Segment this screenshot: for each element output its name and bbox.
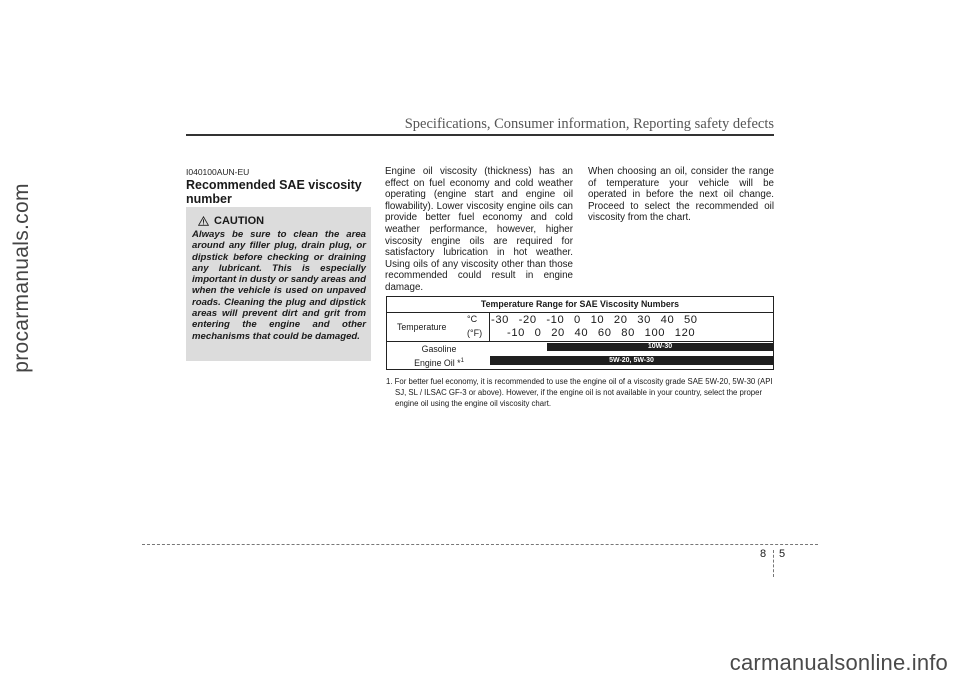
caution-title: CAUTION: [214, 215, 265, 227]
celsius-unit: °C: [467, 314, 478, 324]
table-row-line: [387, 341, 773, 342]
caution-text: Always be sure to clean the area around any filler plug, drain plug, or dipstick before checking or draining any lubricant. This is especially important in dusty or sandy areas and when the vehicle is used on unpaved roads. Cleaning the plug and dipstick areas will prevent dirt and grit from entering the engine and other mechanisms that could be damaged.: [192, 229, 366, 342]
gasoline-label: Gasoline: [421, 344, 457, 354]
grade-bar-5w20-5w30: 5W-20, 5W-30: [490, 356, 773, 365]
running-header-title: Specifications, Consumer information, Reporting safety defects: [404, 116, 774, 132]
header-rule: [186, 134, 774, 136]
section-heading-line1: Recommended SAE viscosity: [186, 178, 362, 192]
viscosity-table: [386, 296, 774, 370]
footnote: [386, 376, 774, 409]
caution-box: [186, 207, 371, 361]
page-number-separator: [773, 550, 774, 577]
section-code: I040100AUN-EU: [186, 167, 250, 177]
body-text-choosing-oil: When choosing an oil, consider the range of temperature your vehicle will be operated in before the next oil change. Proceed to select the recommended oil viscosity from the chart.: [588, 166, 774, 224]
celsius-scale: -30 -20 -10 0 10 20 30 40 50: [491, 314, 698, 326]
page-number: 5: [779, 548, 786, 560]
gasoline-engine-oil-label: [397, 344, 481, 369]
footnote-text: 1. For better fuel economy, it is recommended to use the engine oil of a viscosity grade SAE 5W-20, 5W-30 (API SJ, SL / ILSAC GF-3 or above). However, if the engine oil is not available in your country, select the proper engine oil using the engine oil viscosity chart.: [386, 377, 773, 408]
viscosity-table-title: Temperature Range for SAE Viscosity Numbers: [387, 297, 773, 313]
grade-bar-10w30: 10W-30: [547, 343, 773, 351]
side-watermark: procarmanuals.com: [10, 183, 33, 373]
warning-triangle-icon: [198, 216, 209, 226]
footer-dashed-rule: [142, 544, 818, 545]
table-divider: [489, 313, 490, 341]
fahrenheit-scale: -10 0 20 40 60 80 100 120: [507, 327, 696, 339]
section-heading: [186, 178, 386, 206]
footnote-marker: 1: [460, 357, 464, 364]
section-heading-line2: number: [186, 192, 232, 206]
engine-oil-label: Engine Oil *: [414, 357, 461, 368]
caution-header: [198, 215, 264, 227]
body-text-viscosity: Engine oil viscosity (thickness) has an effect on fuel economy and cold weather operating (engine start and engine oil flowability). Lower viscosity engine oils can provide better fuel economy and cold weather performance, however, higher viscosity engine oils are required for satisfactory lubrication in hot weather. Using oils of any viscosity other than those recommended could result in engine damage.: [385, 166, 573, 293]
fahrenheit-unit: (°F): [467, 328, 483, 338]
bottom-watermark: carmanualsonline.info: [729, 650, 948, 675]
chapter-number: 8: [760, 548, 767, 560]
temperature-label: Temperature: [397, 322, 447, 332]
